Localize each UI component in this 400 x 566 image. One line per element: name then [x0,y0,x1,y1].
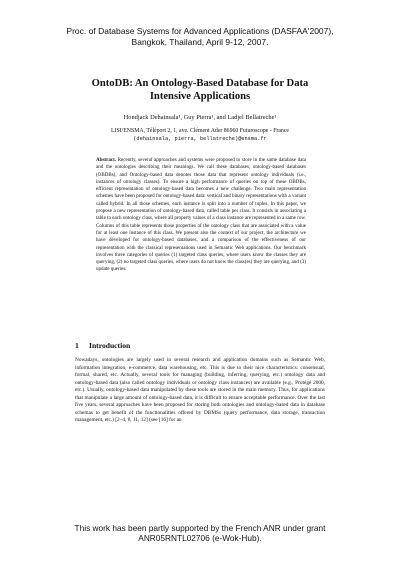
abstract-label: Abstract. [96,157,117,163]
proceedings-line-1: Proc. of Database Systems for Advanced Applications (DASFAA'2007), [66,26,334,36]
affiliation: LISI/ENSMA, Téléport 2, 1, ave. Clément Ader 86960 Futuroscope - France [111,128,289,134]
affiliation-block [60,128,340,143]
section-heading [75,341,325,351]
abstract [96,157,306,274]
footnote-line-1: This work has been partly supported by the French ANR under grant [74,523,326,533]
author-list: Hondjack Dehainsala¹, Guy Pierra¹, and Ladjel Bellatreche¹ [123,114,277,121]
introduction-paragraph: Nowadays, ontologies are largely used in several research and application domains such as Semantic Web, information integration, e-commerce, data warehousing, etc. This is due to their nice characteristics: consensual, formal, shared, etc. Actually, several tools for managing (building, inferring, querying, etc.) ontology data and ontology-based data (also called ontology individuals or ontology class instances) are available (e.g., Protégé 2000, etc.). Usually, ontology-based data manipulated by these tools are stored in the main memory. Thus, for applications that manipulate a large amount of ontology-based data, it is difficult to ensure acceptable performance. Over the last five years, several approaches have been proposed for storing both ontologies and ontology-based data in database schemas to get benefit of the functionalities offered by DBMSs (query performance, data storage, transaction management, etc.) [2–4, 8, 11, 12] (see [16] for an [75,357,325,424]
title-line-1: OntoDB: An Ontology-Based Database for Data [91,78,309,89]
proceedings-line-2: Bangkok, Thailand, April 9-12, 2007. [131,36,269,47]
paper-title [70,77,330,103]
proceedings-header [60,26,340,47]
section-title: Introduction [89,341,131,350]
title-line-2: Intensive Applications [149,91,251,102]
author-emails: (dehainsala, pierra, bellatreche)@ensma.fr [133,135,267,142]
funding-footnote [60,523,340,543]
footnote-line-2: ANR05RNTL02706 (e-Wok-Hub). [138,533,262,543]
abstract-text: Recently, several approaches and systems were proposed to store in the same database data and the ontologies describing their meanings. We call these databases, ontology-based databases (OBDBs), and Ontology-based data denotes those data that represent ontology individuals (i.e., instances of ontology classes). To ensure a high performance of queries on top of these OBDBs, efficient representation of ontology-based data becomes a new challenge. Two main representation schemes have been proposed for ontology-based data: vertical and binary representations with a variant called hybrid. In all those schemes, each instance is split into a number of tuples. In this paper, we propose a new representation of ontology-based data, called table per class. It consists in associating a table to each ontology class, where all property values of a class instance are represented in a same row. Columns of this table represents those properties of the ontology class that are associated with a value for at least one instance of this class. We present also the context of our project, the architecture we have developed for ontology-based databases, and a comparison of the effectiveness of our representation with the classical representations used in Semantic Web applications. Our benchmark involves three categories of queries (1) targeted class queries, where users know the classes they are querying, (2) no targeted class queries, where users do not know the class(es) they are querying, and (3) update queries. [96,157,306,273]
section-number: 1 [75,341,79,350]
